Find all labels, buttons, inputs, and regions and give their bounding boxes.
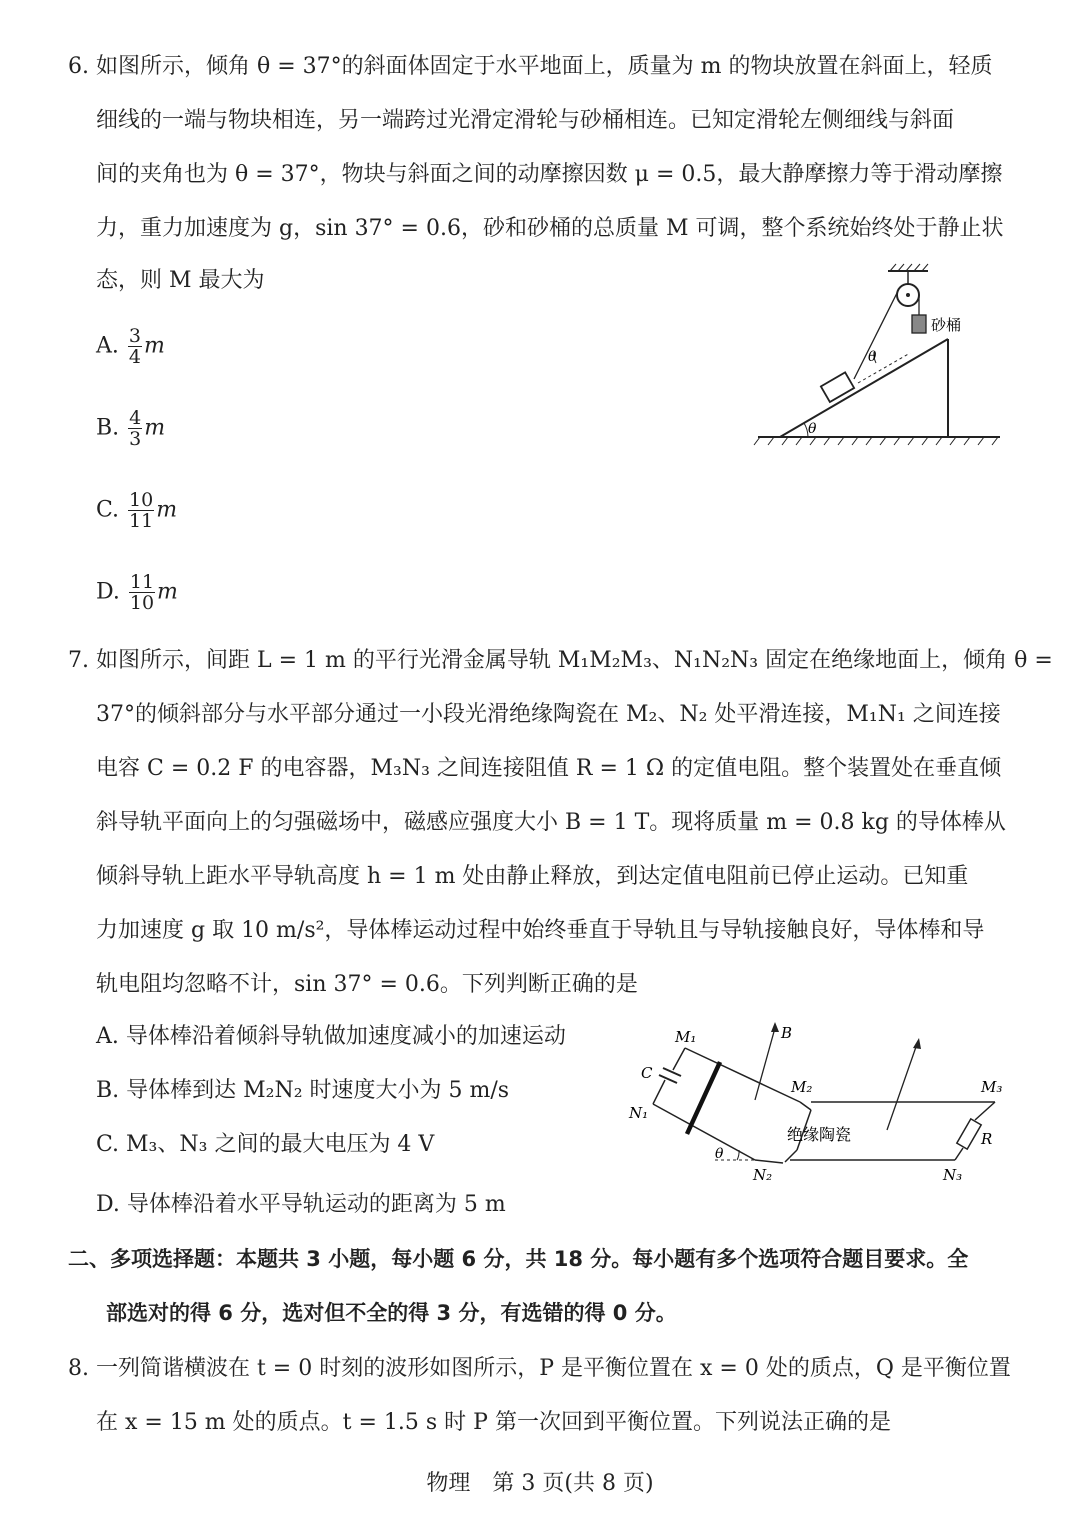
fraction <box>128 326 142 367</box>
q6-option-a <box>96 326 165 367</box>
q7-line-7: 轨电阻均忽略不计，sin 37° = 0.6。下列判断正确的是 <box>96 972 638 997</box>
conductor-bar <box>687 1062 720 1134</box>
q6-option-c <box>96 490 177 531</box>
q6-line-3: 间的夹角也为 θ = 37°，物块与斜面之间的动摩擦因数 μ = 0.5，最大静摩擦力等于滑动摩擦 <box>96 162 1003 187</box>
q7-line-2: 37°的倾斜部分与水平部分通过一小段光滑绝缘陶瓷在 M₂、N₂ 处平滑连接，M₁N₁ 之间连接 <box>96 702 1001 727</box>
q6-line-4: 力，重力加速度为 g，sin 37° = 0.6，砂和砂桶的总质量 M 可调，整个系统始终处于静止状 <box>96 216 1004 241</box>
q7-option-b: B. 导体棒到达 M₂N₂ 时速度大小为 5 m/s <box>96 1078 510 1103</box>
rope-angle-label: θ <box>868 349 877 365</box>
unit: m <box>157 579 178 605</box>
numerator: 10 <box>129 489 154 511</box>
sand-bucket <box>912 315 926 333</box>
page-footer: 物理 第 3 页(共 8 页) <box>426 1471 654 1496</box>
base-angle-label: θ <box>808 421 817 437</box>
q6-line-5: 态，则 M 最大为 <box>96 268 265 293</box>
fraction <box>129 572 155 613</box>
q6-option-d <box>96 572 178 613</box>
option-label: A. <box>96 333 119 359</box>
option-label: D. <box>96 579 120 605</box>
q7-line-1: 7. 如图所示，间距 L = 1 m 的平行光滑金属导轨 M₁M₂M₃、N₁N₂N₃ 固定在绝缘地面上，倾角 θ = <box>68 648 1053 673</box>
label-b: B <box>781 1024 793 1042</box>
q8-line-2: 在 x = 15 m 处的质点。t = 1.5 s 时 P 第一次回到平衡位置。下列说法正确的是 <box>96 1410 891 1435</box>
section-2-heading-line-1: 二、多项选择题：本题共 3 小题，每小题 6 分，共 18 分。每小题有多个选项符合题目要求。全 <box>68 1247 969 1271</box>
label-theta: θ <box>715 1146 724 1162</box>
numerator: 3 <box>128 325 141 347</box>
q7-rail-figure <box>625 1020 1015 1195</box>
denominator: 3 <box>129 428 142 450</box>
numerator: 4 <box>129 407 142 429</box>
label-n3: N₃ <box>943 1166 963 1184</box>
unit: m <box>143 333 165 359</box>
fraction <box>128 408 142 449</box>
unit: m <box>144 415 166 441</box>
q6-incline-figure <box>750 255 1010 455</box>
q7-line-5: 倾斜导轨上距水平导轨高度 h = 1 m 处由静止释放，到达定值电阻前已停止运动。已知重 <box>96 864 969 889</box>
numerator: 11 <box>129 571 155 593</box>
denominator: 11 <box>129 510 154 532</box>
label-r: R <box>981 1130 993 1148</box>
q7-option-d: D. 导体棒沿着水平导轨运动的距离为 5 m <box>96 1192 506 1217</box>
q7-line-3: 电容 C = 0.2 F 的电容器，M₃N₃ 之间连接阻值 R = 1 Ω 的定值电阻。整个装置处在垂直倾 <box>96 756 1002 781</box>
q6-option-b <box>96 408 165 449</box>
label-c: C <box>641 1064 653 1082</box>
label-n1: N₁ <box>629 1104 649 1122</box>
label-m3: M₃ <box>981 1078 1003 1096</box>
denominator: 10 <box>129 592 155 614</box>
fraction <box>128 490 154 531</box>
option-label: B. <box>96 415 120 441</box>
q7-option-a: A. 导体棒沿着倾斜导轨做加速度减小的加速运动 <box>96 1024 566 1049</box>
q6-line-1: 6. 如图所示，倾角 θ = 37°的斜面体固定于水平地面上，质量为 m 的物块放置在斜面上，轻质 <box>68 54 993 79</box>
q8-line-1: 8. 一列简谐横波在 t = 0 时刻的波形如图所示，P 是平衡位置在 x = 0 处的质点，Q 是平衡位置 <box>68 1356 1011 1381</box>
q7-option-c: C. M₃、N₃ 之间的最大电压为 4 V <box>96 1132 435 1157</box>
q7-line-6: 力加速度 g 取 10 m/s²，导体棒运动过程中始终垂直于导轨且与导轨接触良好，导体棒和导 <box>96 918 985 943</box>
label-n2: N₂ <box>753 1166 773 1184</box>
q6-line-2: 细线的一端与物块相连，另一端跨过光滑定滑轮与砂桶相连。已知定滑轮左侧细线与斜面 <box>96 108 955 133</box>
label-m1: M₁ <box>675 1028 697 1046</box>
label-m2: M₂ <box>791 1078 813 1096</box>
option-label: C. <box>96 497 120 523</box>
label-ceramic: 绝缘陶瓷 <box>787 1125 852 1144</box>
denominator: 4 <box>128 346 141 368</box>
bucket-label: 砂桶 <box>931 316 962 334</box>
q7-line-4: 斜导轨平面向上的匀强磁场中，磁感应强度大小 B = 1 T。现将质量 m = 0.8 kg 的导体棒从 <box>96 810 1006 835</box>
unit: m <box>156 497 178 523</box>
section-2-heading-line-2: 部选对的得 6 分，选对但不全的得 3 分，有选错的得 0 分。 <box>106 1301 677 1325</box>
